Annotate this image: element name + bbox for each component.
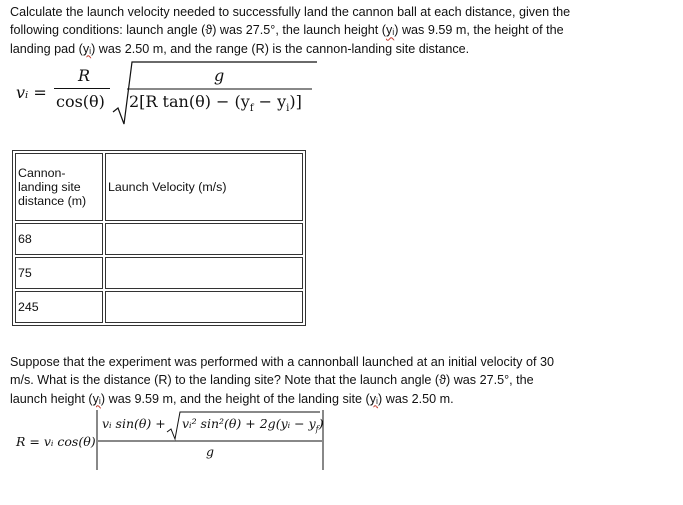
cell-distance: 245: [15, 291, 103, 323]
cell-distance: 75: [15, 257, 103, 289]
formula1-numerator-g: g: [214, 66, 225, 85]
formula2-denominator-g: g: [206, 444, 215, 459]
table-header-row: [15, 153, 303, 221]
formula2-lhs: R = vᵢ cos(θ): [16, 434, 96, 449]
problem1-line3: landing pad (yᵢ) was 2.50 m, and the range (R) is the cannon-landing site distance.: [10, 41, 470, 56]
cell-distance: 68: [15, 223, 103, 255]
landing-height-symbol: yᵢ: [369, 391, 379, 406]
cell-velocity[interactable]: [105, 223, 303, 255]
formula2-numerator-left: vᵢ sin(θ) +: [102, 416, 166, 431]
table-row: [15, 257, 303, 289]
formula2-radicand: vᵢ² sin²(θ) + 2g(yᵢ − $y_f$): [182, 416, 324, 434]
landing-height-symbol: yᵢ: [82, 41, 92, 56]
problem2-text: [10, 353, 680, 408]
cell-velocity[interactable]: [105, 291, 303, 323]
formula1-radicand: 2[R $\tan(\theta) - (y_f - y_i)$]: [129, 92, 302, 115]
problem2-line2: m/s. What is the distance (R) to the landing site? Note that the launch angle (ϑ) was 27.5°, the: [10, 373, 534, 388]
header-distance: Cannon- landing site distance (m): [15, 153, 103, 221]
formula1-numerator-r: R: [78, 66, 91, 85]
problem1-line1: Calculate the launch velocity needed to successfully land the cannon ball at each distance, given the: [10, 5, 571, 19]
cell-velocity[interactable]: [105, 257, 303, 289]
table-row: [15, 291, 303, 323]
problem1-text: [10, 3, 680, 58]
problem1-line2: following conditions: launch angle (ϑ) was 27.5°, the launch height (yᵢ) was 9.59 m, the height of the: [10, 23, 564, 38]
velocity-table: [12, 150, 306, 326]
launch-height-symbol: yᵢ: [385, 23, 395, 38]
formula1-lhs: vᵢ =: [16, 83, 47, 102]
problem2-line3: launch height (yᵢ) was 9.59 m, and the height of the landing site (yᵢ) was 2.50 m.: [10, 391, 454, 406]
problem2-line1: Suppose that the experiment was performed with a cannonball launched at an initial velocity of 30: [10, 355, 554, 369]
header-velocity: Launch Velocity (m/s): [105, 153, 303, 221]
launch-height-symbol: yᵢ: [92, 391, 101, 406]
formula1-denominator-cos: cos(θ): [56, 92, 105, 111]
table-row: [15, 223, 303, 255]
formula1-fraction-bar: [54, 88, 110, 89]
